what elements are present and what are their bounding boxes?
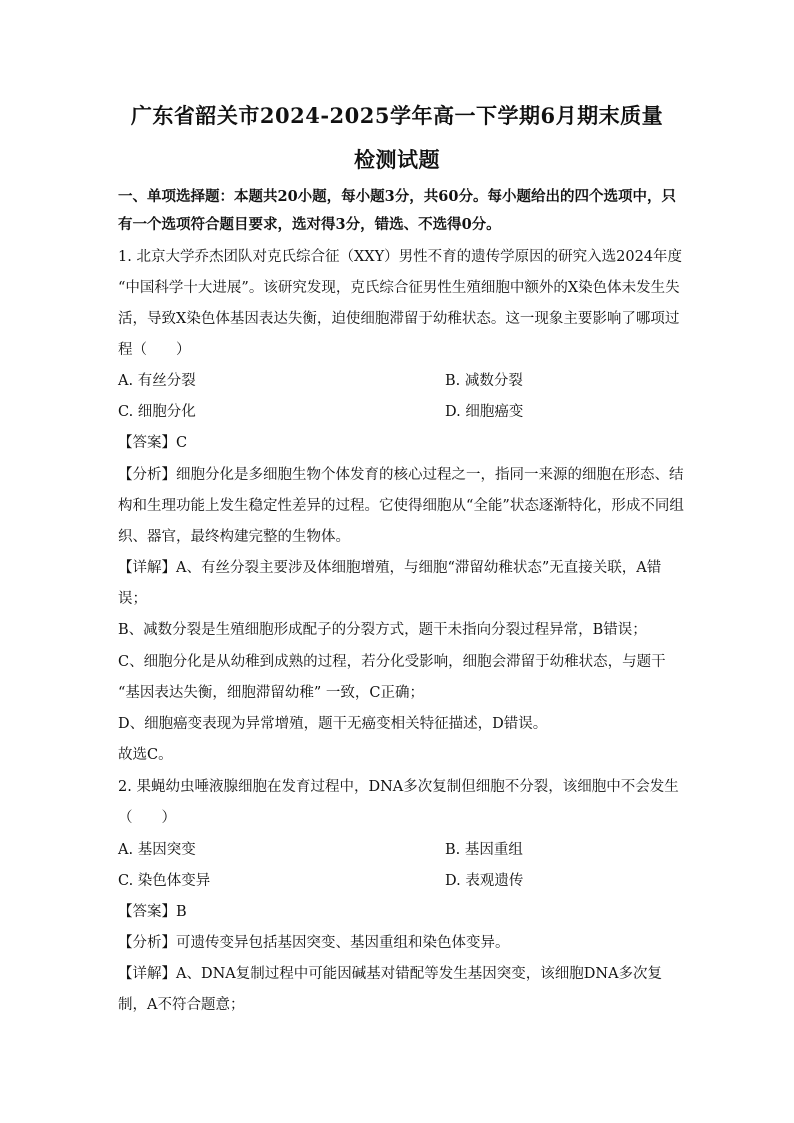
q1-detail-line: “基因表达失衡，细胞滞留幼稚” 一致，C正确； [118, 685, 425, 701]
q2-option-a: A. 基因突变 [118, 842, 196, 858]
q1-analysis-line: 构和生理功能上发生稳定性差异的过程。它使得细胞从“全能”状态逐渐特化，形成不同组 [118, 498, 684, 514]
q1-detail-line: 故选C。 [118, 747, 173, 763]
q1-option-b: B. 减数分裂 [445, 373, 523, 389]
section-heading-line2: 有一个选项符合题目要求，选对得3分，错选、不选得0分。 [118, 216, 501, 233]
q1-detail-line: 【详解】A、有丝分裂主要涉及体细胞增殖，与细胞“滞留幼稚状态”无直接关联，A错 [118, 560, 662, 576]
document-title-line2: 检测试题 [354, 147, 440, 172]
q2-option-d: D. 表观遗传 [445, 873, 524, 889]
q2-answer: 【答案】B [118, 904, 187, 920]
q1-analysis-line: 【分析】细胞分化是多细胞生物个体发育的核心过程之一，指同一来源的细胞在形态、结 [118, 467, 684, 483]
section-heading-line1: 一、单项选择题：本题共20小题，每小题3分，共60分。每小题给出的四个选项中，只 [118, 188, 676, 205]
q1-stem-line: 1. 北京大学乔杰团队对克氏综合征（XXY）男性不育的遗传学原因的研究入选2024年度 [118, 249, 683, 265]
q2-stem-line: （ ） [118, 810, 176, 826]
q1-answer: 【答案】C [118, 435, 188, 451]
q1-stem-line: 活，导致X染色体基因表达失衡，迫使细胞滞留于幼稚状态。这一现象主要影响了哪项过 [118, 311, 680, 327]
q2-option-c: C. 染色体变异 [118, 873, 211, 889]
q1-analysis-line: 织、器官，最终构建完整的生物体。 [118, 529, 350, 545]
q2-analysis: 【分析】可遗传变异包括基因突变、基因重组和染色体变异。 [118, 935, 510, 951]
q2-stem-line: 2. 果蝇幼虫唾液腺细胞在发育过程中，DNA多次复制但细胞不分裂，该细胞中不会发生 [118, 779, 679, 795]
q1-detail-line: 误； [118, 591, 147, 607]
document-title-line1: 广东省韶关市2024-2025学年高一下学期6月期末质量 [130, 103, 664, 128]
q1-detail-line: B、减数分裂是生殖细胞形成配子的分裂方式，题干未指向分裂过程异常，B错误； [118, 622, 647, 638]
q2-detail-line: 【详解】A、DNA复制过程中可能因碱基对错配等发生基因突变，该细胞DNA多次复 [118, 966, 663, 982]
q2-option-b: B. 基因重组 [445, 842, 523, 858]
q1-option-a: A. 有丝分裂 [118, 373, 196, 389]
q1-stem-line: “中国科学十大进展”。该研究发现，克氏综合征男性生殖细胞中额外的X染色体未发生失 [118, 280, 680, 296]
q1-detail-line: C、细胞分化是从幼稚到成熟的过程，若分化受影响，细胞会滞留于幼稚状态，与题干 [118, 654, 666, 670]
q1-option-d: D. 细胞癌变 [445, 404, 524, 420]
q1-stem-line: 程（ ） [118, 342, 191, 358]
q1-option-c: C. 细胞分化 [118, 404, 196, 420]
q1-detail-line: D、细胞癌变表现为异常增殖，题干无癌变相关特征描述，D错误。 [118, 716, 548, 732]
q2-detail-line: 制，A不符合题意； [118, 997, 245, 1013]
